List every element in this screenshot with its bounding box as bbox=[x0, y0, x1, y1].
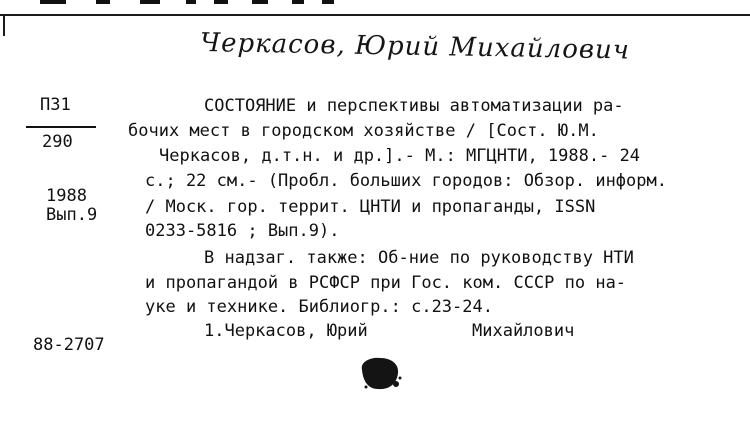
description-line: Черкасов, д.т.н. и др.].- М.: МГЦНТИ, 1988.- 24 bbox=[159, 146, 641, 166]
classification-code-top: П31 bbox=[40, 95, 71, 115]
classification-code-bottom: 290 bbox=[42, 132, 73, 152]
tracing-name: 1.Черкасов, Юрий bbox=[204, 321, 368, 341]
issue-number: Вып.9 bbox=[46, 205, 98, 225]
description-line: / Моск. гор. террит. ЦНТИ и пропаганды, ISSN bbox=[145, 197, 596, 217]
card-left-tick bbox=[3, 14, 5, 36]
classification-divider bbox=[26, 126, 96, 128]
card-top-rule bbox=[0, 14, 750, 16]
note-line: В надзаг. также: Об-ние по руководству НТИ bbox=[204, 248, 634, 268]
description-line: с.; 22 см.- (Пробл. больших городов: Обзор. информ. bbox=[145, 171, 667, 191]
note-line: и пропагандой в РСФСР при Гос. ком. СССР по на- bbox=[145, 273, 627, 293]
description-line: СОСТОЯНИЕ и перспективы автоматизации ра- bbox=[204, 96, 624, 116]
note-line: уке и технике. Библиогр.: с.23-24. bbox=[145, 297, 493, 317]
description-line: бочих мест в городском хозяйстве / [Сост. Ю.М. bbox=[128, 121, 599, 141]
publication-year: 1988 bbox=[46, 186, 87, 206]
registration-number: 88-2707 bbox=[33, 335, 105, 355]
tracing-patronymic: Михайлович bbox=[472, 321, 575, 341]
top-edge-marks bbox=[0, 0, 750, 6]
description-line: 0233-5816 ; Вып.9). bbox=[145, 221, 340, 241]
ink-stain bbox=[356, 356, 402, 392]
handwritten-author-heading: Черкасов, Юрий Михайлович bbox=[199, 28, 631, 66]
